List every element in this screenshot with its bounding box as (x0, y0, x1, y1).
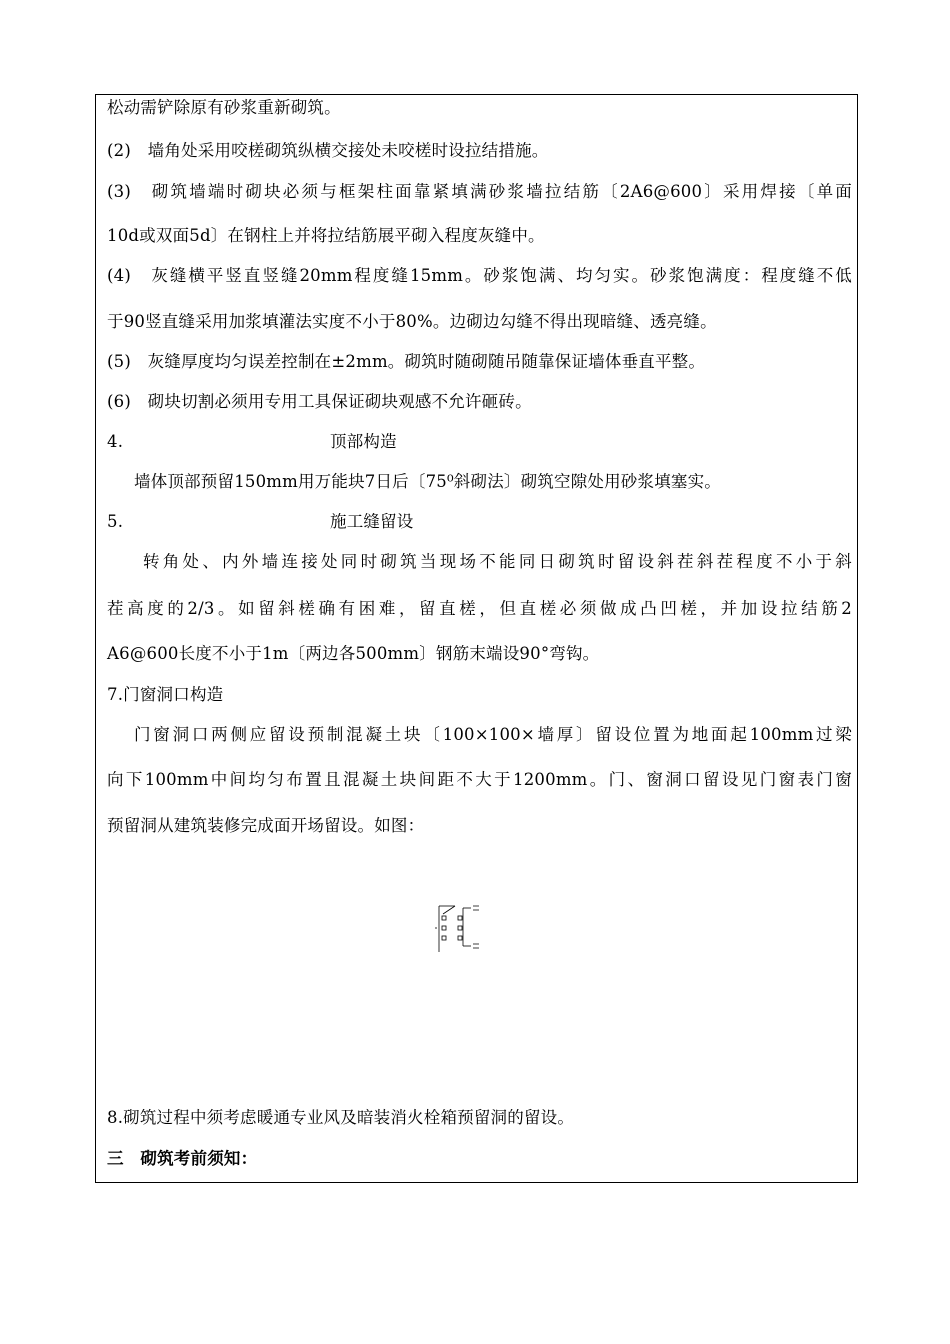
text-line: 墙体顶部预留150mm用万能块7日后〔75⁰斜砌法〕砌筑空隙处用砂浆填塞实。 (134, 472, 721, 491)
text-line: (3) 砌筑墙端时砌块必须与框架柱面靠紧填满砂浆墙拉结筋〔2A6@600〕采用焊接〔单面 (107, 182, 852, 201)
text-line: 松动需铲除原有砂浆重新砌筑。 (107, 98, 341, 117)
text-line: 向下100mm中间均匀布置且混凝土块间距不大于1200mm。门、窗洞口留设见门窗表门窗 (107, 770, 852, 789)
section-heading: 7.门窗洞口构造 (107, 685, 224, 704)
text-line: 茬高度的2/3。如留斜槎确有困难，留直槎，但直槎必须做成凸凹槎，并加设拉结筋2 (107, 599, 852, 618)
section-title: 顶部构造 (330, 432, 397, 451)
section-number: 5. (107, 512, 124, 531)
section-title: 施工缝留设 (330, 512, 414, 531)
document-frame (95, 94, 858, 1183)
text-line: (5) 灰缝厚度均匀误差控制在±2mm。砌筑时随砌随吊随靠保证墙体垂直平整。 (107, 352, 706, 371)
text-line: 门窗洞口两侧应留设预制混凝土块〔100×100×墙厚〕留设位置为地面起100mm过梁 (134, 725, 852, 744)
text-line: 8.砌筑过程中须考虑暖通专业风及暗装消火栓箱预留洞的留设。 (107, 1108, 575, 1127)
text-line: 预留洞从建筑装修完成面开场留设。如图： (107, 816, 425, 835)
text-line: (4) 灰缝横平竖直竖缝20mm程度缝15mm。砂浆饱满、均匀实。砂浆饱满度：程度缝不低 (107, 266, 852, 285)
text-line: 转角处、内外墙连接处同时砌筑当现场不能同日砌筑时留设斜茬斜茬程度不小于斜 (143, 552, 852, 571)
text-line: 于90竖直缝采用加浆填灌法实度不小于80%。边砌边勾缝不得出现暗缝、透亮缝。 (107, 312, 717, 331)
text-line: (2) 墙角处采用咬槎砌筑纵横交接处未咬槎时设拉结措施。 (107, 141, 549, 160)
section-heading: 三 砌筑考前须知： (107, 1149, 258, 1168)
text-line: 10d或双面5d〕在钢柱上并将拉结筋展平砌入程度灰缝中。 (107, 226, 545, 245)
section-number: 4. (107, 432, 124, 451)
door-opening-diagram (433, 902, 485, 954)
text-line: (6) 砌块切割必须用专用工具保证砌块观感不允许砸砖。 (107, 392, 532, 411)
text-line: A6@600长度不小于1m〔两边各500mm〕钢筋末端设90°弯钩。 (107, 644, 600, 663)
